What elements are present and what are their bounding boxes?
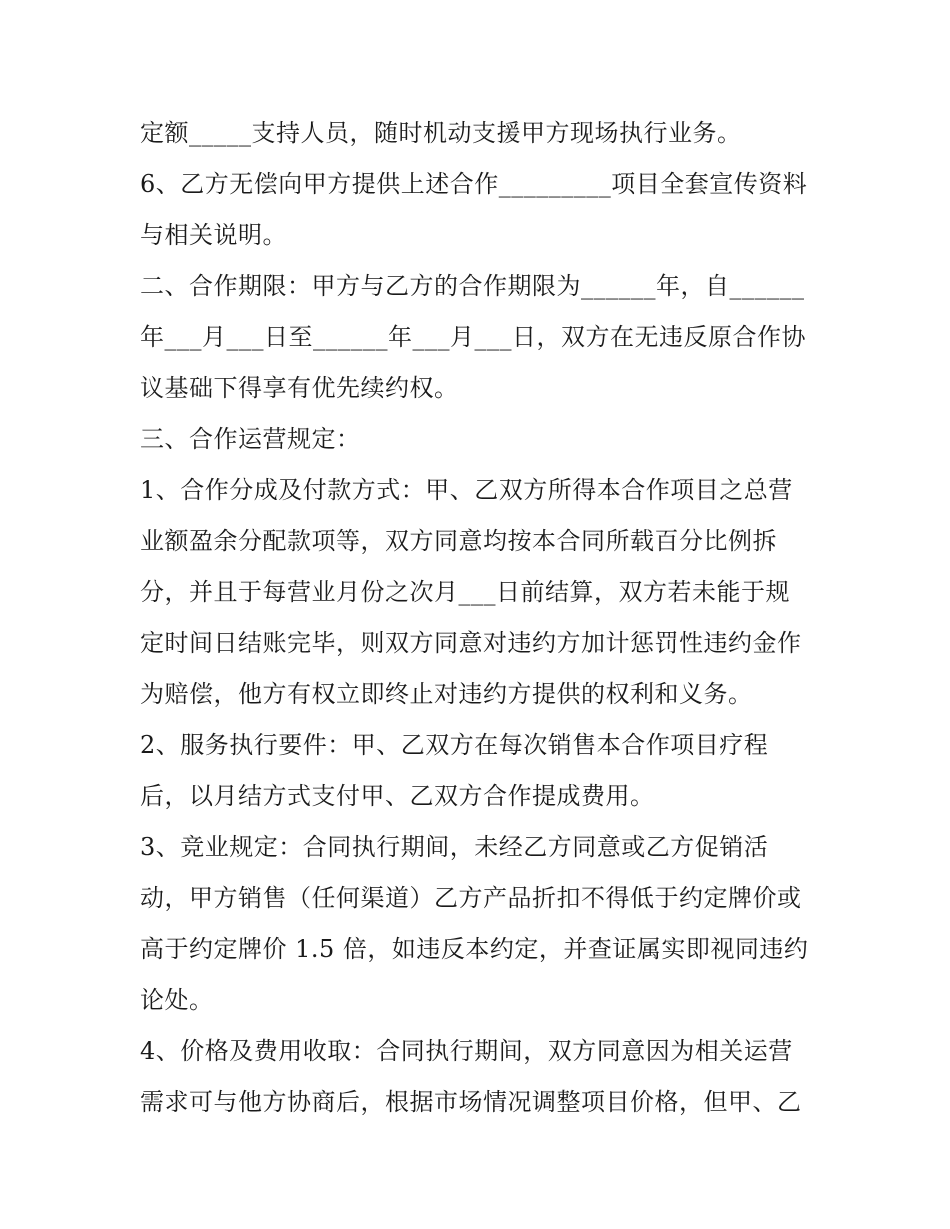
- text-line: 定时间日结账完毕，则双方同意对违约方加计惩罚性违约金作: [140, 629, 802, 657]
- text-line: 3、竞业规定：合同执行期间，未经乙方同意或乙方促销活: [140, 833, 769, 861]
- text-line: 定额_____支持人员，随时机动支援甲方现场执行业务。: [140, 119, 742, 147]
- text-line: 1、合作分成及付款方式：甲、乙双方所得本合作项目之总营: [140, 476, 793, 504]
- text-line: 二、合作期限：甲方与乙方的合作期限为______年，自______: [140, 272, 805, 300]
- text-line: 4、价格及费用收取：合同执行期间，双方同意因为相关运营: [140, 1037, 793, 1065]
- text-line: 与相关说明。: [140, 221, 287, 249]
- text-line: 为赔偿，他方有权立即终止对违约方提供的权利和义务。: [140, 680, 753, 708]
- text-line: 需求可与他方协商后，根据市场情况调整项目价格，但甲、乙: [140, 1088, 802, 1116]
- text-line: 后，以月结方式支付甲、乙双方合作提成费用。: [140, 782, 655, 810]
- text-line: 2、服务执行要件：甲、乙双方在每次销售本合作项目疗程: [140, 731, 769, 759]
- text-line: 高于约定牌价 1.5 倍，如违反本约定，并查证属实即视同违约: [140, 935, 809, 963]
- text-line: 6、乙方无偿向甲方提供上述合作_________项目全套宣传资料: [140, 170, 808, 198]
- text-line: 论处。: [140, 986, 214, 1014]
- text-line: 动，甲方销售（任何渠道）乙方产品折扣不得低于约定牌价或: [140, 884, 802, 912]
- text-line: 分，并且于每营业月份之次月___日前结算，双方若未能于规: [140, 578, 790, 606]
- section-heading: 三、合作运营规定：: [140, 425, 361, 453]
- text-line: 年___月___日至______年___月___日，双方在无违反原合作协: [140, 323, 806, 351]
- text-line: 议基础下得享有优先续约权。: [140, 374, 459, 402]
- contract-text: [140, 108, 820, 1128]
- text-line: 业额盈余分配款项等，双方同意均按本合同所载百分比例拆: [140, 527, 777, 555]
